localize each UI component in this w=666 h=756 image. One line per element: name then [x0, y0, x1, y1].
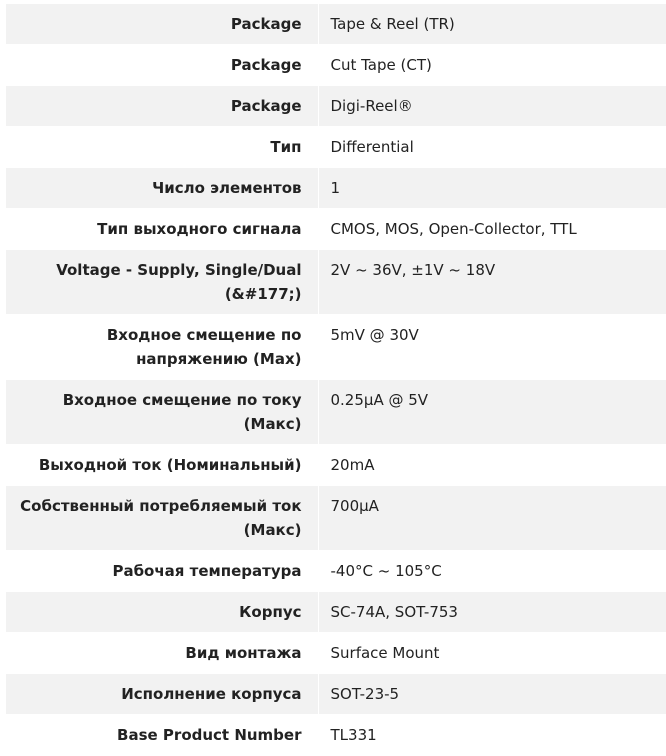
spec-value: 1: [318, 168, 666, 209]
spec-row: [6, 633, 666, 674]
spec-value: Cut Tape (CT): [318, 45, 666, 86]
spec-row: [6, 592, 666, 633]
spec-row: [6, 168, 666, 209]
spec-row: [6, 715, 666, 756]
spec-row: [6, 250, 666, 315]
spec-row: [6, 209, 666, 250]
spec-value: Surface Mount: [318, 633, 666, 674]
spec-label: Рабочая температура: [6, 551, 318, 592]
spec-label: Собственный потребляемый ток (Макс): [6, 486, 318, 551]
spec-table-body: [6, 4, 666, 756]
spec-label: Входное смещение по току (Макс): [6, 380, 318, 445]
spec-table: [6, 4, 666, 756]
spec-label: Package: [6, 86, 318, 127]
spec-value: 0.25µA @ 5V: [318, 380, 666, 445]
spec-row: [6, 380, 666, 445]
spec-value: Tape & Reel (TR): [318, 4, 666, 45]
spec-value: Digi-Reel®: [318, 86, 666, 127]
spec-row: [6, 127, 666, 168]
spec-row: [6, 486, 666, 551]
spec-label: Число элементов: [6, 168, 318, 209]
spec-value: CMOS, MOS, Open-Collector, TTL: [318, 209, 666, 250]
spec-row: [6, 4, 666, 45]
spec-label: Package: [6, 45, 318, 86]
spec-row: [6, 445, 666, 486]
spec-label: Выходной ток (Номинальный): [6, 445, 318, 486]
spec-value: SOT-23-5: [318, 674, 666, 715]
spec-row: [6, 45, 666, 86]
spec-label: Package: [6, 4, 318, 45]
spec-label: Voltage - Supply, Single/Dual (&#177;): [6, 250, 318, 315]
spec-label: Тип: [6, 127, 318, 168]
spec-value: 5mV @ 30V: [318, 315, 666, 380]
spec-value: 20mA: [318, 445, 666, 486]
spec-value: Differential: [318, 127, 666, 168]
spec-value: TL331: [318, 715, 666, 756]
spec-value: -40°C ~ 105°C: [318, 551, 666, 592]
spec-label: Вид монтажа: [6, 633, 318, 674]
spec-row: [6, 315, 666, 380]
spec-row: [6, 551, 666, 592]
spec-value: SC-74A, SOT-753: [318, 592, 666, 633]
spec-label: Входное смещение по напряжению (Max): [6, 315, 318, 380]
spec-value: 700µA: [318, 486, 666, 551]
spec-row: [6, 674, 666, 715]
spec-value: 2V ~ 36V, ±1V ~ 18V: [318, 250, 666, 315]
spec-label: Тип выходного сигнала: [6, 209, 318, 250]
spec-row: [6, 86, 666, 127]
spec-label: Base Product Number: [6, 715, 318, 756]
spec-label: Исполнение корпуса: [6, 674, 318, 715]
spec-label: Корпус: [6, 592, 318, 633]
